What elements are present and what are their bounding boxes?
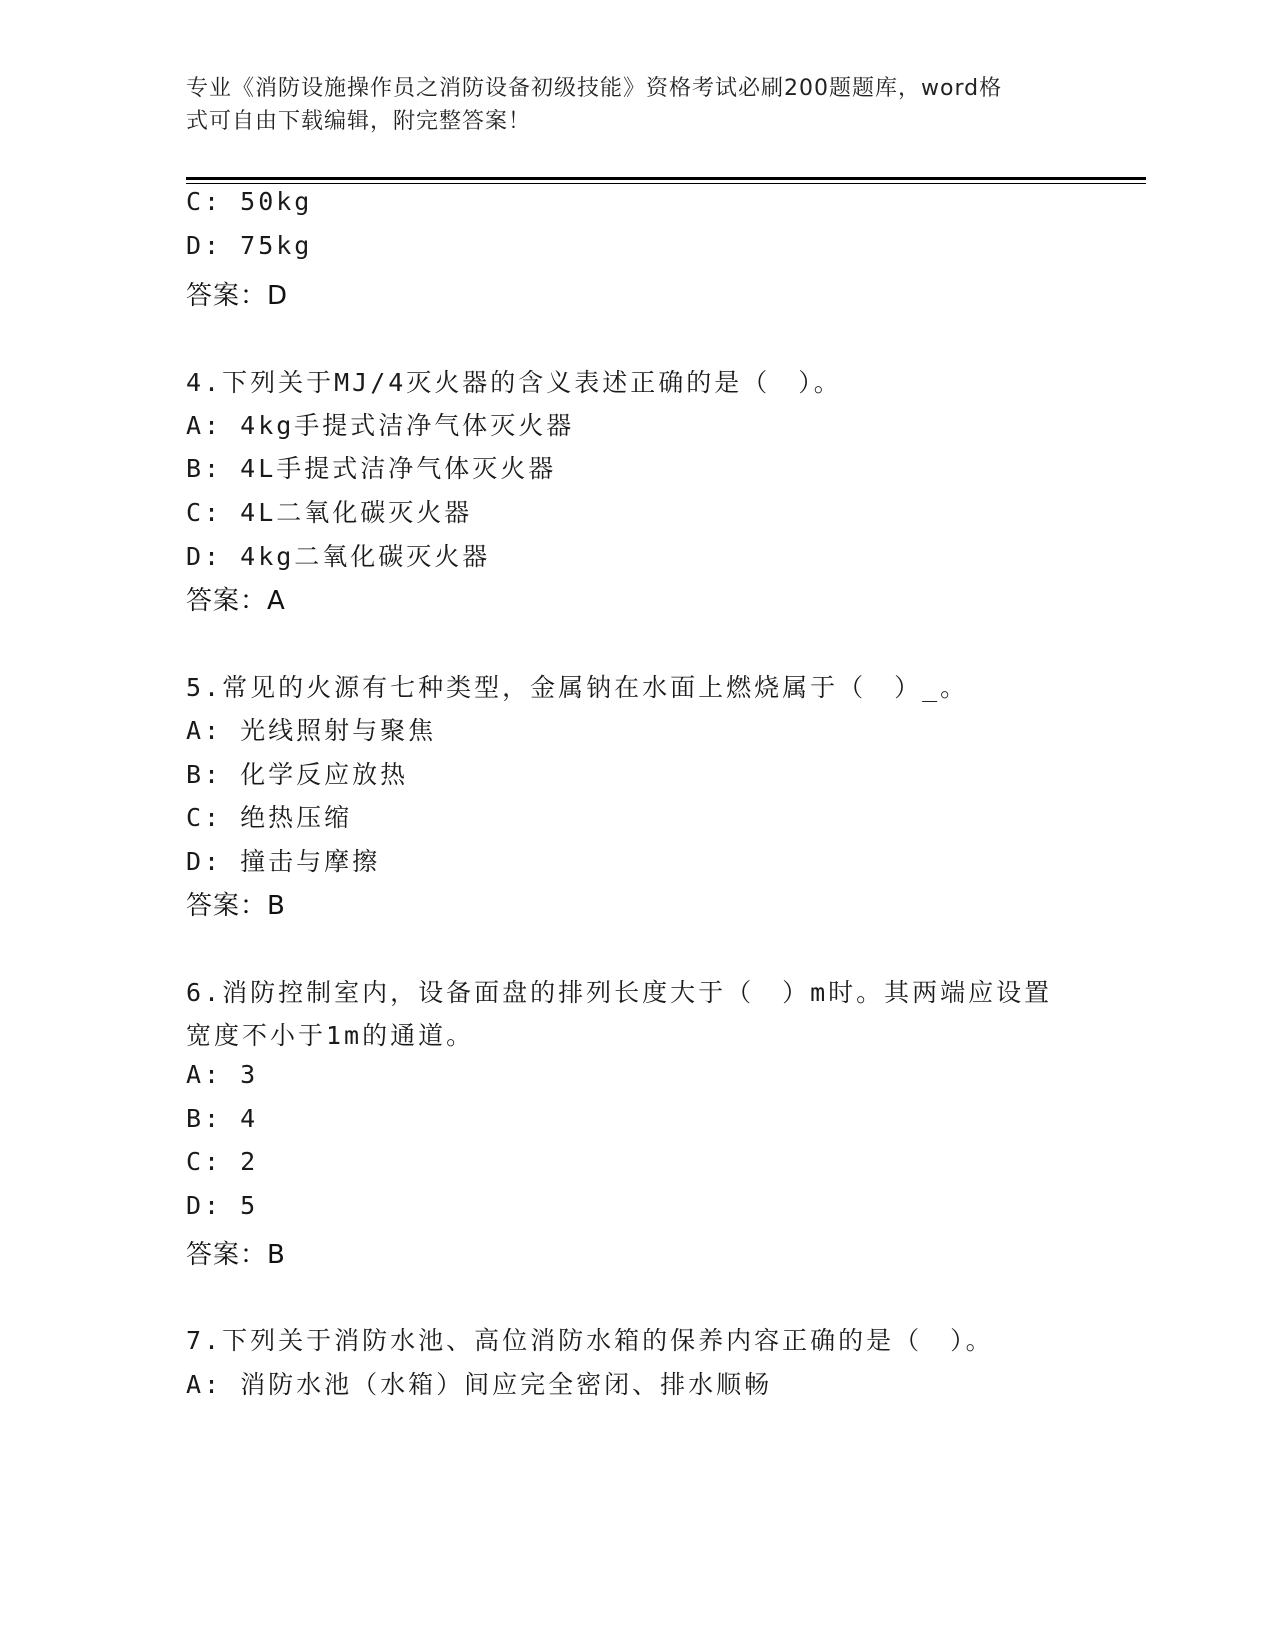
q5-answer: 答案：B xyxy=(186,891,286,921)
q5-option-b: B: 化学反应放热 xyxy=(186,760,409,789)
header-line-2: 式可自由下载编辑，附完整答案！ xyxy=(186,109,532,134)
q4-option-a: A: 4kg手提式洁净气体灭火器 xyxy=(186,411,575,440)
q6-stem-line-1: 6.消防控制室内，设备面盘的排列长度大于（ ）m时。其两端应设置 xyxy=(186,978,1053,1007)
q3-option-c: C: 50kg xyxy=(186,187,313,216)
q4-option-c: C: 4L二氧化碳灭火器 xyxy=(186,498,473,527)
q6-option-d: D: 5 xyxy=(186,1191,259,1220)
q5-stem: 5.常见的火源有七种类型，金属钠在水面上燃烧属于（ ）_。 xyxy=(186,673,969,702)
q6-stem-line-2: 宽度不小于1m的通道。 xyxy=(186,1021,475,1050)
q3-answer: 答案：D xyxy=(186,281,289,311)
q4-answer: 答案：A xyxy=(186,586,286,616)
q7-stem: 7.下列关于消防水池、高位消防水箱的保养内容正确的是（ ）。 xyxy=(186,1326,994,1355)
q4-option-d: D: 4kg二氧化碳灭火器 xyxy=(186,542,491,571)
q4-stem: 4.下列关于MJ/4灭火器的含义表述正确的是（ ）。 xyxy=(186,368,842,397)
q6-answer: 答案：B xyxy=(186,1240,286,1270)
q6-option-b: B: 4 xyxy=(186,1104,259,1133)
q6-option-a: A: 3 xyxy=(186,1060,259,1089)
q5-option-c: C: 绝热压缩 xyxy=(186,803,353,832)
q4-option-b: B: 4L手提式洁净气体灭火器 xyxy=(186,454,557,483)
q3-option-d: D: 75kg xyxy=(186,231,313,260)
document-header xyxy=(186,72,1086,138)
header-rule-thin xyxy=(186,183,1146,184)
header-line-1: 专业《消防设施操作员之消防设备初级技能》资格考试必刷200题题库，word格 xyxy=(186,76,1003,101)
q5-option-d: D: 撞击与摩擦 xyxy=(186,847,381,876)
q6-option-c: C: 2 xyxy=(186,1147,259,1176)
q7-option-a: A: 消防水池（水箱）间应完全密闭、排水顺畅 xyxy=(186,1370,773,1399)
q5-option-a: A: 光线照射与聚焦 xyxy=(186,716,437,745)
header-rule-thick xyxy=(186,177,1146,180)
